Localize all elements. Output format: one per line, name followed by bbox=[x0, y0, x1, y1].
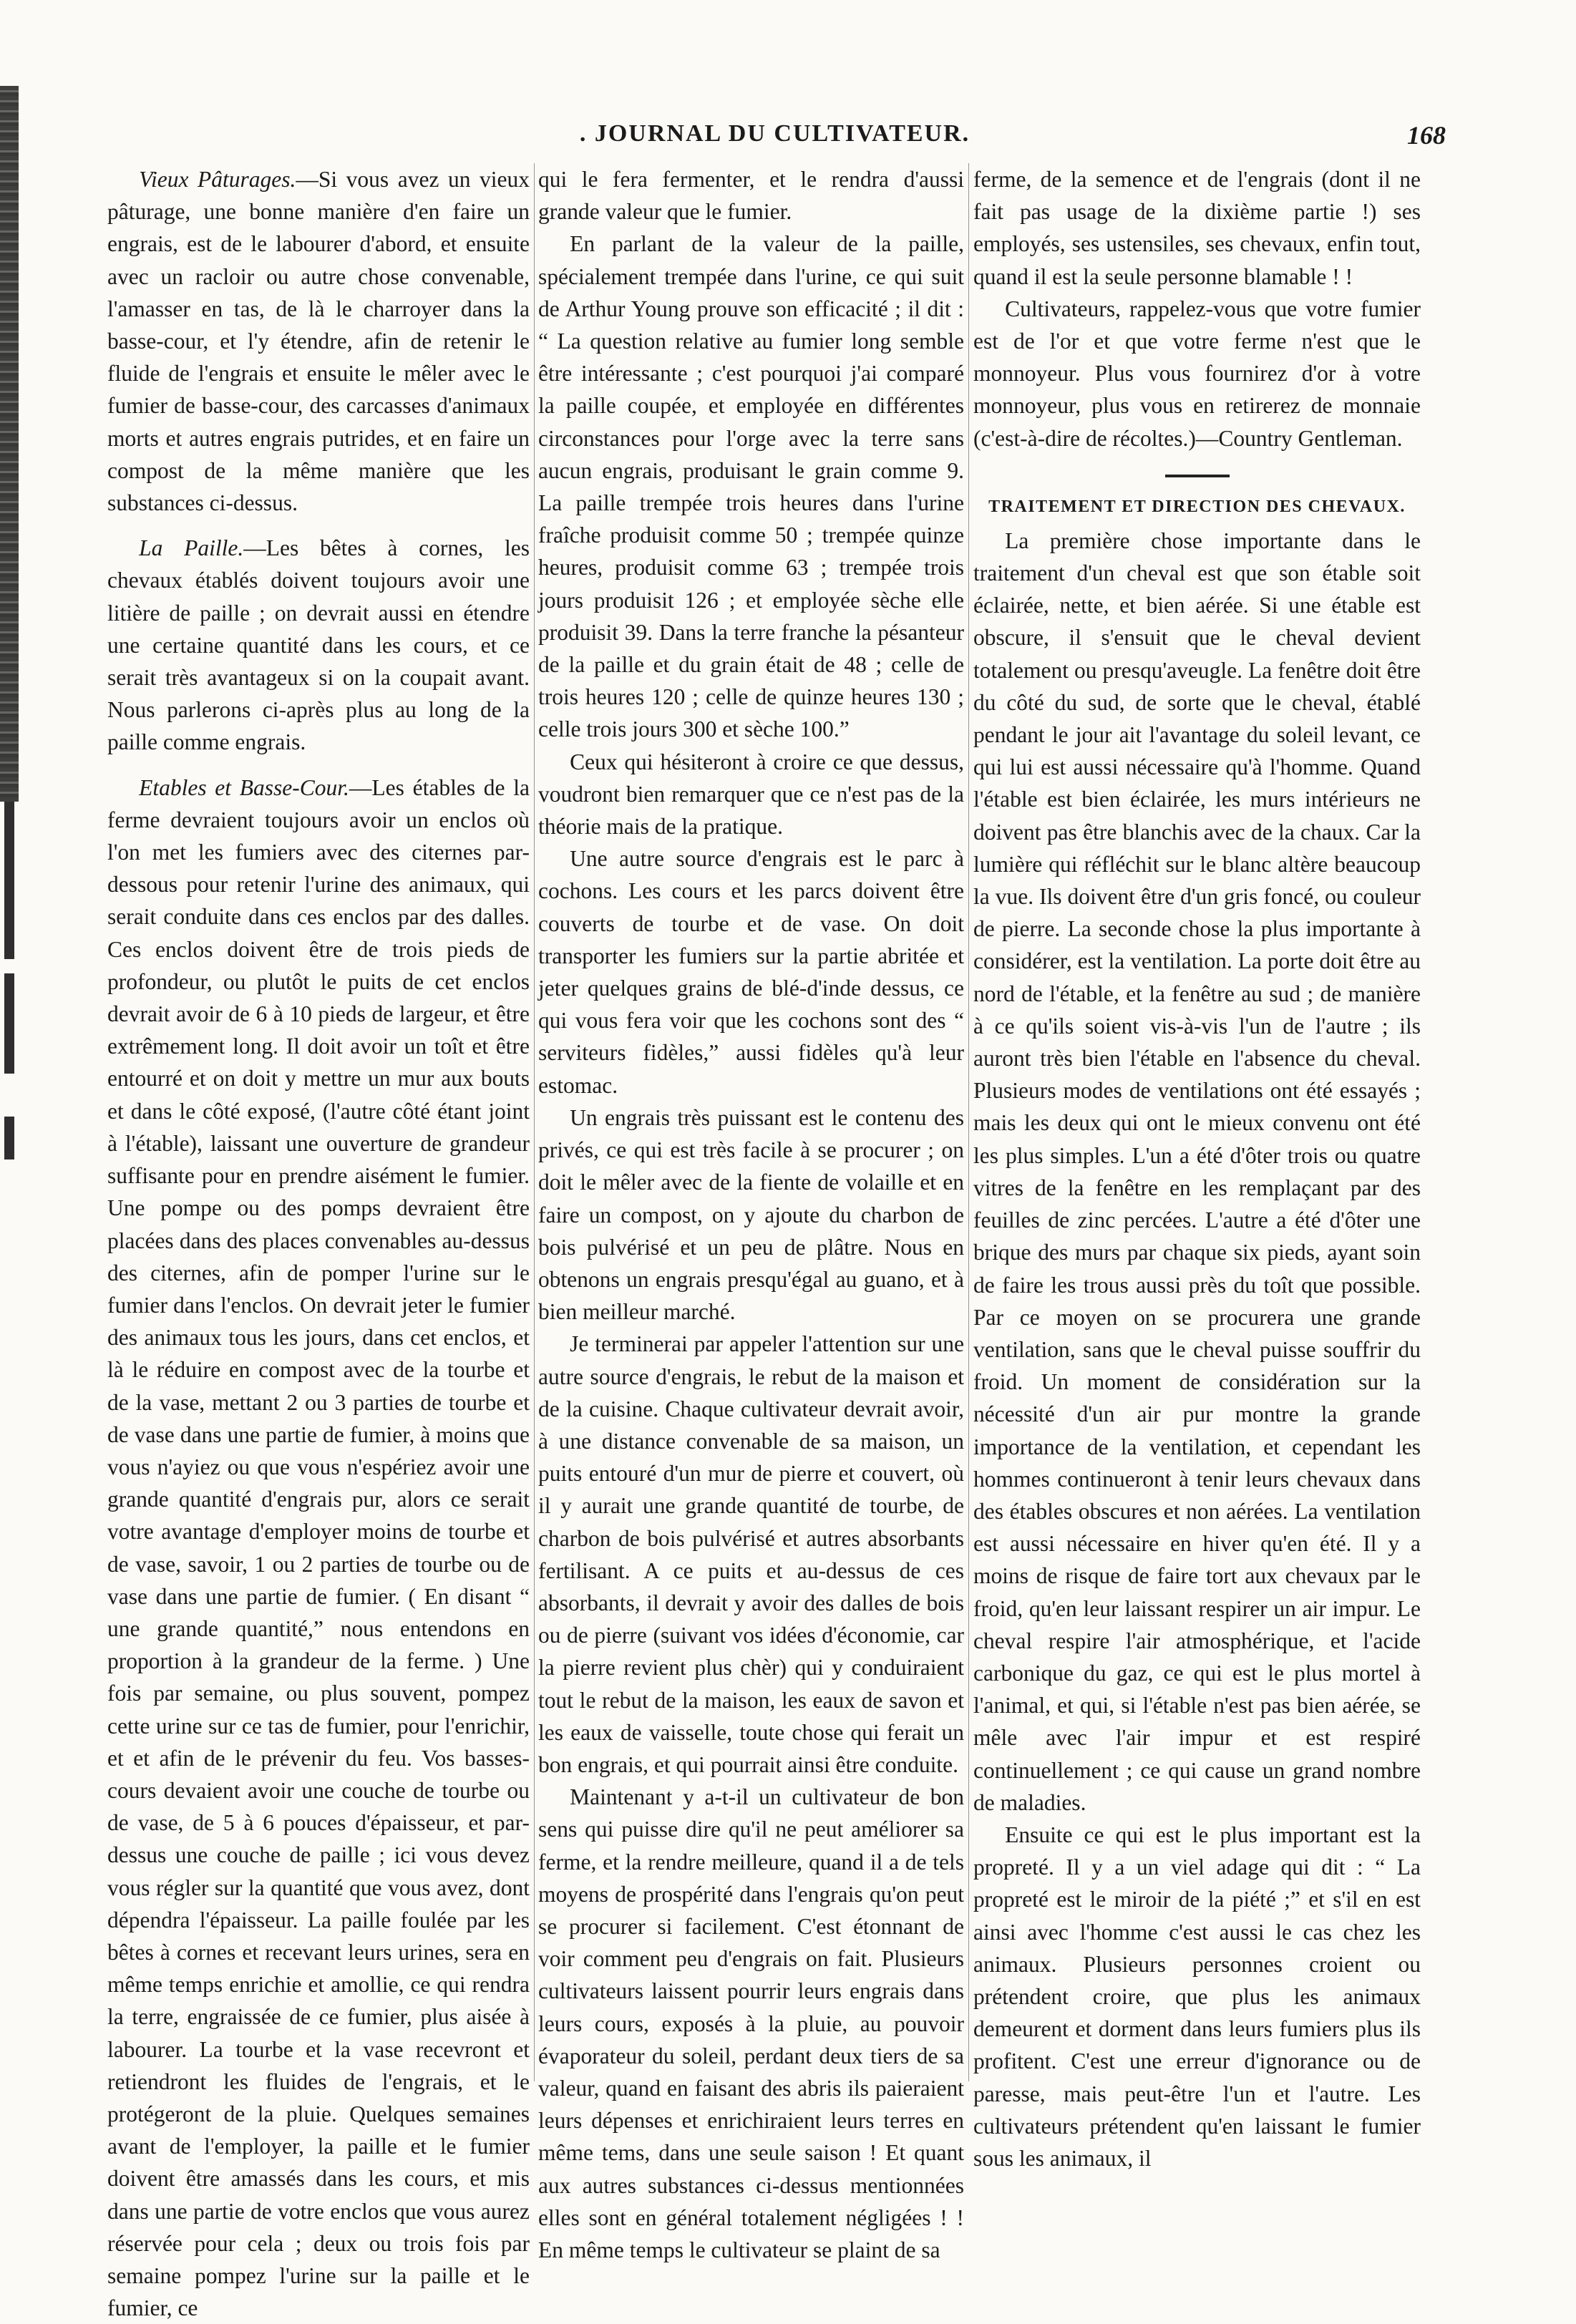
page-binding-edge bbox=[0, 86, 19, 802]
paragraph-arthur-young: En parlant de la valeur de la paille, spécialement trempée dans l'urine, ce qui suit de Arthur Young prouve son efficacité ; il dit : “ La question relative au fumier long semble être intéressante ; c'est pourquoi j'ai comparé la paille coupée, et employée en différentes circonstances pour l'orge avec la terre sans aucun engrais, produisant le grain comme 9. La paille trempée trois heures dans l'urine fraîche produisit comme 50 ; trempée quinze heures, produisit comme 63 ; trempée trois jours produisit 126 ; et employée sèche elle produisit 39. Dans la terre franche la pésanteur de la paille et du grain était de 48 ; celle de trois heures 120 ; celle de quinze heures 130 ; celle trois jours 300 et sèche 100.” bbox=[538, 231, 964, 742]
section-lead: Etables et Basse-Cour. bbox=[139, 774, 349, 800]
paragraph-bon-sens: Maintenant y a-t-il un cultivateur de bon sens qui puisse dire qu'il ne peut améliorer sa ferme, et la rendre meilleure, quand il a de tels moyens de prospérité dans l'engrais qu'on peut se procurer si facilement. C'est étonnant de voir comment peu d'engrais on fait. Plusieurs cultivateurs laissent pourrir leurs engrais dans leurs cours, exposés à la pluie, au pouvoir évaporateur du soleil, perdant deux tiers de sa valeur, quand en faisant des abris ils paieraient leurs dépenses et enrichiraient leurs terres en même tems, dans une seule saison ! Et quant aux autres substances ci-dessus mentionnées elles sont en général totalement négligées ! ! En même temps le cultivateur se plaint de sa bbox=[538, 1784, 964, 2262]
paragraph: qui le fera fermenter, et le rendra d'aussi grande valeur que le fumier. bbox=[538, 167, 964, 225]
section-heading: TRAITEMENT ET DIRECTION DES CHEVAUX. bbox=[988, 497, 1406, 516]
paragraph-vieux-paturages bbox=[107, 163, 530, 519]
binding-fragment bbox=[4, 1117, 14, 1159]
paragraph-text: —Les bêtes à cornes, les chevaux établés doivent toujours avoir une litière de paille ; on devrait aussi en étendre une certaine quantité dans les cours, et ce serait très avantageux si on la coupait avant. Nous parlerons ci-après plus au long de la paille comme engrais. bbox=[107, 535, 530, 755]
paragraph-la-paille bbox=[107, 532, 530, 758]
column-middle bbox=[538, 163, 964, 2262]
binding-fragment bbox=[4, 973, 14, 1074]
paragraph-or-monnoyeur: Cultivateurs, rappelez-vous que votre fumier est de l'or et que votre ferme n'est que le monnoyeur. Plus vous fournirez d'or à votre monnoyeur, plus vous en retirerez de monnaie (c'est-à-dire de récoltes.)—Country Gentleman. bbox=[973, 296, 1421, 451]
column-left bbox=[107, 163, 530, 2321]
paragraph-etables bbox=[107, 772, 530, 2324]
running-title: . JOURNAL DU CULTIVATEUR. bbox=[579, 120, 971, 147]
paragraph-text: —Si vous avez un vieux pâturage, une bonne manière d'en faire un engrais, est de le labourer d'abord, et ensuite avec un racloir ou autre chose convenable, l'amasser en tas, de là le charroyer dans la basse-cour, et l'y étendre, afin de retenir le fluide de l'engrais et ensuite le mêler avec le fumier de basse-cour, des carcasses d'animaux morts et autres engrais putrides, et en faire un compost de la même manière que les substances ci-dessus. bbox=[107, 167, 530, 516]
paragraph-parc-cochons: Une autre source d'engrais est le parc à cochons. Les cours et les parcs doivent être couverts de tourbe et de vase. On doit transporter les fumiers sur la partie abritée et jeter quelques grains de blé-d'inde dessus, ce qui vous fera voir que les cochons sont des “ serviteurs fidèles,” aussi fidèles qu'à leur estomac. bbox=[538, 846, 964, 1098]
section-lead: La Paille. bbox=[139, 535, 244, 561]
paragraph: ferme, de la semence et de l'engrais (dont il ne fait pas usage de la dixième partie !) ses employés, ses ustensiles, ses chevaux, enfin tout, quand il est la seule personne blamable ! ! bbox=[973, 167, 1421, 289]
section-separator bbox=[1165, 475, 1230, 477]
column-rule bbox=[534, 163, 535, 2081]
paragraph-proprete: Ensuite ce qui est le plus important est la propreté. Il y a un viel adage qui dit : “ La propreté est le miroir de la piété ;” et s'il en est ainsi avec l'homme c'est aussi le cas chez les animaux. Plusieurs personnes croient ou prétendent croire, que plus les animaux demeurent et dorment dans leurs fumiers plus ils profitent. C'est une erreur d'ignorance ou de paresse, mais peut-être l'un et l'autre. Les cultivateurs prétendent qu'en laissant le fumier sous les animaux, il bbox=[973, 1822, 1421, 2171]
paragraph-prives: Un engrais très puissant est le contenu des privés, ce qui est très facile à se procurer ; on doit le mêler avec de la fiente de volaille et en faire un compost, on y ajoute du charbon de bois pulvérisé et un peu de plâtre. Nous en obtenons un engrais presqu'égal au guano, et à bien meilleur marché. bbox=[538, 1104, 964, 1325]
paragraph-text: —Les étables de la ferme devraient toujours avoir un enclos où l'on met les fumiers avec des citernes par-dessous pour retenir l'urine des animaux, qui serait conduite dans ces enclos par des dalles. Ces enclos doivent être de trois pieds de profondeur, ou plutôt le puits de cet enclos devrait avoir de 6 à 10 pieds de largeur, et être extrêmement long. Il doit avoir un toît et être entourré et on doit y mettre un mur aux bouts et dans le côté exposé, (l'autre côté étant joint à l'étable), laissant une ouverture de grandeur suffisante pour en prendre aisément le fumier. Une pompe ou des pomps devraient être placées dans des places convenables au-dessus des citernes, afin de pomper l'urine sur le fumier dans l'enclos. On devrait jeter le fumier des animaux tous les jours, dans cet enclos, et là le réduire en compost avec de la tourbe et de la vase, mettant 2 ou 3 parties de tourbe et de vase dans une partie de fumier, à moins que vous n'ayiez ou que vous n'espériez avoir une grande quantité d'engrais pur, alors ce serait votre avantage d'employer moins de tourbe et de vase, savoir, 1 ou 2 parties de tourbe ou de vase dans une partie de fumier. ( En disant “ une grande quantité,” nous entendons en proportion à la grandeur de la ferme. ) Une fois par semaine, ou plus souvent, pompez cette urine sur ce tas de fumier, pour l'enrichir, et et afin de le prévenir du feu. Vos basses-cours devaient avoir une couche de tourbe ou de vase, de 5 à 6 pouces d'épaisseur, et par-dessus une couche de paille ; ici vous devez vous régler sur la quantité que vous avez, dont dépendra l'épaisseur. La paille foulée par les bêtes à cornes et recevant leurs urines, sera en même temps enrichie et amollie, ce qui rendra la terre, engraissée de ce fumier, plus aisée à labourer. La tourbe et la vase recevront et retiendront les fluides de l'engrais, et le protégeront de la pluie. Quelques semaines avant de l'employer, la paille et le fumier doivent être amassés dans les cours, et mis dans une partie de votre enclos que vous aurez réservée pour cela ; deux ou trois fois par semaine pompez l'urine sur la paille et le fumier, ce bbox=[107, 774, 530, 2321]
paragraph-chevaux: La première chose importante dans le traitement d'un cheval est que son étable soit éclairée, nette, et bien aérée. Si une étable est obscure, il s'ensuit que le cheval devient totalement ou presqu'aveugle. La fenêtre doit être du côté du sud, de sorte que le cheval, établé pendant le jour ait l'avantage du soleil levant, ce qui lui est aussi nécessaire qu'à l'homme. Quand l'étable est bien éclairée, les murs intérieurs ne doivent pas être blanchis avec de la chaux. Car la lumière qui réfléchit sur le blanc altère beaucoup la vue. Ils doivent être d'un gris foncé, ou couleur de pierre. La seconde chose la plus importante à considérer, est la ventilation. La porte doit être au nord de l'étable, et la fenêtre au sud ; de manière à ce qu'ils soient vis-à-vis l'un de l'autre ; ils auront très bien l'étable en l'absence du cheval. Plusieurs modes de ventilations ont été essayés ; mais les deux qui ont le mieux convenu ont été les plus simples. L'un a été d'ôter trois ou quatre vitres de la fenêtre en les remplaçant par des feuilles de zinc percées. L'autre a été d'ôter une brique des murs par chaque six pieds, ayant soin de faire les trous aussi près du toît que possible. Par ce moyen on se procurera une grande ventilation, sans que le cheval puisse souffrir du froid. Un moment de considération sur la nécessité d'un air pur montre la grande importance de la ventilation, et cependant les hommes continueront à tenir leurs chevaux dans des étables obscures et non aérées. La ventilation est aussi nécessaire en hiver qu'en été. Il y a moins de risque de faire tort aux chevaux par le froid, qu'en leur laissant respirer un air impur. Le cheval respire l'air atmosphérique, et l'acide carbonique du gaz, ce qui est le plus mortel à l'animal, et qui, si l'étable n'est pas bien aérée, se mêle avec l'air impur et est respiré continuellement ; ce qui cause un grand nombre de maladies. bbox=[973, 527, 1421, 1815]
paragraph-rebut-maison: Je terminerai par appeler l'attention sur une autre source d'engrais, le rebut de la maison et de la cuisine. Chaque cultivateur devrait avoir, à une distance convenable de sa maison, un puits entouré d'un mur de pierre et couvert, où il y aurait une grande quantité de tourbe, de charbon de bois pulvérisé et autres absorbants fertilisant. A ce puits et au-dessus de ces absorbants, il devrait y avoir des dalles de bois ou de pierre (suivant vos idées d'économie, car la pierre revient plus chèr) qui y conduiraient tout le rebut de la maison, les eaux de savon et les eaux de vaisselle, toute chose qui ferait un bon engrais, et qui pourrait ainsi être conduite. bbox=[538, 1331, 964, 1777]
section-lead: Vieux Pâturages. bbox=[139, 167, 296, 192]
column-right bbox=[973, 163, 1421, 2171]
page-number: 168 bbox=[1407, 121, 1446, 150]
paragraph: Ceux qui hésiteront à croire ce que dessus, voudront bien remarquer que ce n'est pas de la théorie mais de la pratique. bbox=[538, 749, 964, 840]
page-header bbox=[104, 120, 1446, 149]
binding-fragment bbox=[4, 802, 14, 959]
column-rule bbox=[968, 163, 969, 2081]
